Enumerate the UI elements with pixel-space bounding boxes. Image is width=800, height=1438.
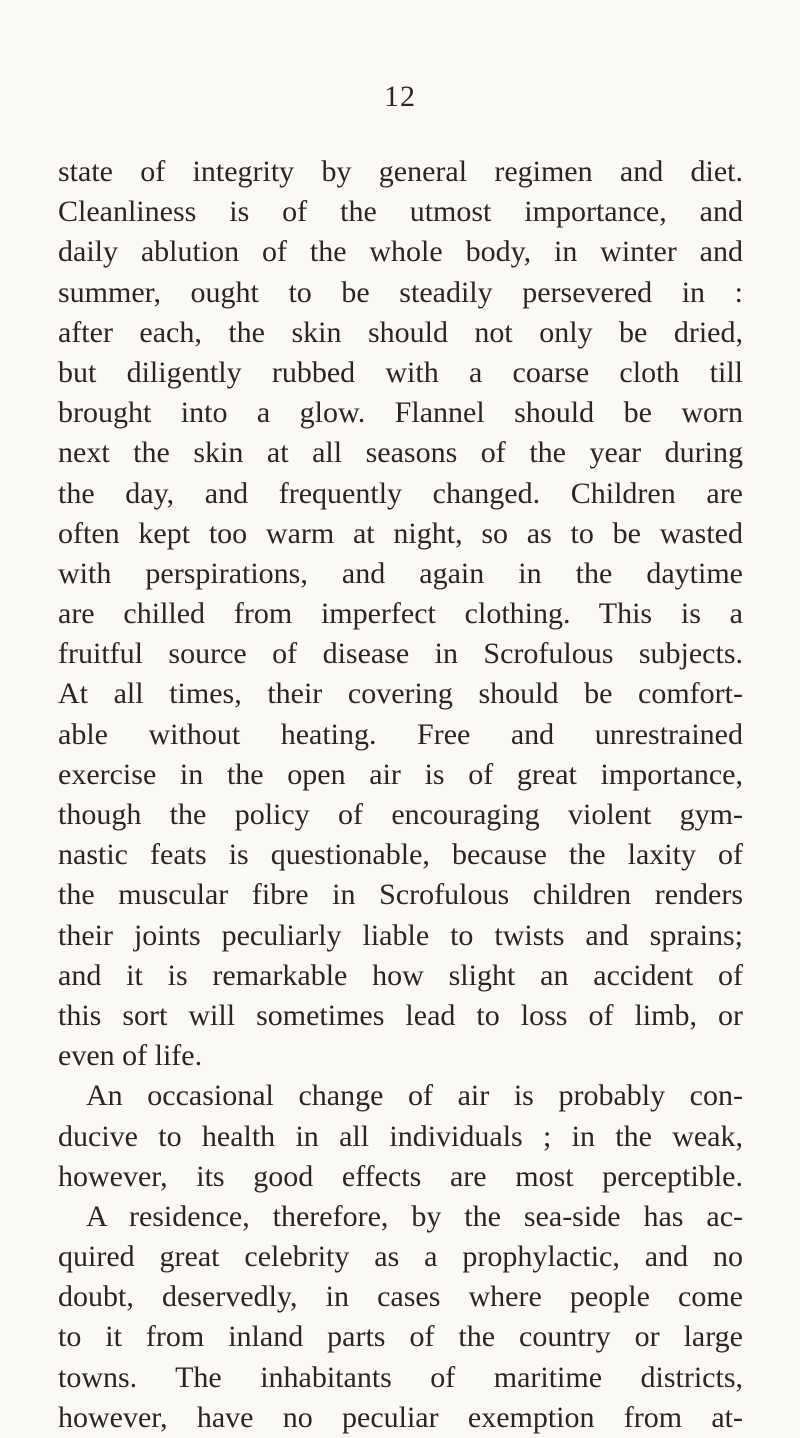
text-line: A residence, therefore, by the sea-side has ac- — [86, 1199, 743, 1233]
text-line: the muscular fibre in Scrofulous children renders — [58, 878, 743, 912]
text-line: doubt, deservedly, in cases where people come — [58, 1280, 743, 1314]
text-line: but diligently rubbed with a coarse cloth till — [58, 355, 743, 389]
text-line: state of integrity by general regimen and diet. — [58, 155, 743, 188]
text-line: even of life. — [58, 1039, 203, 1073]
text-line: summer, ought to be steadily persevered in : — [58, 275, 743, 309]
text-line: brought into a glow. Flannel should be worn — [58, 396, 743, 430]
text-line: At all times, their covering should be comfort- — [58, 677, 743, 711]
text-line: able without heating. Free and unrestrained — [58, 717, 743, 751]
text-line: the day, and frequently changed. Children are — [58, 476, 743, 510]
text-line: though the policy of encouraging violent gym- — [58, 798, 743, 831]
text-line: fruitful source of disease in Scrofulous subjects. — [58, 637, 743, 671]
text-line: towns. The inhabitants of maritime districts, — [58, 1360, 743, 1394]
text-line: ducive to health in all individuals ; in the weak, — [58, 1119, 743, 1153]
text-line: daily ablution of the whole body, in winter and — [58, 235, 743, 269]
body-text — [58, 152, 743, 1438]
page-number: 12 — [384, 80, 416, 113]
text-line: and it is remarkable how slight an accident of — [58, 958, 743, 992]
text-line: are chilled from imperfect clothing. This is a — [58, 597, 743, 631]
text-line: after each, the skin should not only be dried, — [58, 315, 743, 349]
text-line: with perspirations, and again in the daytime — [58, 556, 743, 590]
text-line: to it from inland parts of the country or large — [58, 1320, 743, 1354]
text-line: this sort will sometimes lead to loss of limb, or — [58, 998, 743, 1032]
text-line: their joints peculiarly liable to twists and sprains; — [58, 918, 743, 952]
text-line: quired great celebrity as a prophylactic, and no — [58, 1240, 743, 1274]
text-line: Cleanliness is of the utmost importance, and — [58, 195, 743, 229]
text-line: nastic feats is questionable, because the laxity of — [58, 838, 743, 872]
text-line: however, its good effects are most perceptible. — [58, 1159, 743, 1193]
text-line: An occasional change of air is probably con- — [86, 1079, 743, 1113]
text-line: exercise in the open air is of great importance, — [58, 757, 743, 791]
text-line: often kept too warm at night, so as to be wasted — [58, 516, 743, 550]
text-line: next the skin at all seasons of the year during — [58, 436, 743, 470]
text-line: however, have no peculiar exemption from at- — [58, 1400, 743, 1434]
